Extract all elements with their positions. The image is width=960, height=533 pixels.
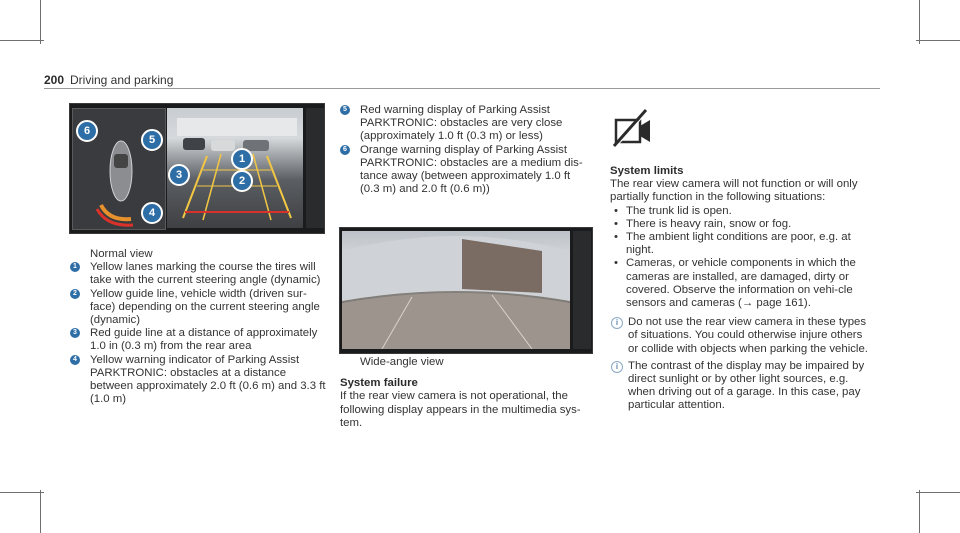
legend-number: 5: [340, 105, 350, 115]
list-item: • There is heavy rain, snow or fog.: [610, 218, 872, 231]
page-number: 200: [44, 73, 65, 87]
system-failure-heading: System failure: [340, 377, 418, 390]
section-title: Driving and parking: [70, 73, 174, 87]
crop-mark: [40, 0, 41, 44]
callout-1: 1: [231, 148, 253, 170]
camera-off-icon: [612, 106, 658, 150]
legend-number: 1: [70, 262, 80, 272]
list-item: • Cameras, or vehicle components in which the cameras are installed, are damaged, dirty or covered. Observe the information on vehi-cle sensors and cameras (→ page 161).: [610, 257, 872, 310]
column-2-top: [340, 104, 590, 196]
crop-mark: [919, 490, 920, 533]
callout-5: 5: [141, 129, 163, 151]
note-text: The contrast of the display may be impaired by direct sunlight or by other light sources, e.g. when driving out of a garage. In this case, pay particular attention.: [628, 359, 865, 412]
crop-mark: [916, 40, 960, 41]
callout-3: 3: [168, 164, 190, 186]
normal-view-image: [69, 103, 325, 234]
legend-item: [70, 288, 328, 328]
crop-mark: [919, 0, 920, 44]
column-2-bottom: [340, 356, 592, 430]
header-rule: [44, 88, 880, 89]
crop-mark: [0, 492, 44, 493]
legend-item: [70, 261, 328, 287]
system-limits-heading: System limits: [610, 165, 684, 177]
list-item: • The trunk lid is open.: [610, 205, 872, 218]
legend-text: Red guide line at a distance of approximately 1.0 in (0.3 m) from the rear area: [90, 327, 318, 353]
camera-view-panel: [342, 231, 570, 349]
list-item: • The ambient light conditions are poor, e.g. at night.: [610, 231, 872, 257]
legend-item: [70, 354, 328, 407]
crop-mark: [916, 492, 960, 493]
note-text: Do not use the rear view camera in these types of situations. You could otherwise injure others or collide with objects when parking the vehicle.: [628, 316, 868, 355]
system-failure-text: If the rear view camera is not operational, the following display appears in the multimedia sys-tem.: [340, 390, 581, 429]
note: [610, 360, 872, 413]
legend-text: Yellow lanes marking the course the tires will take with the current steering angle (dynamic): [90, 261, 321, 287]
legend-item: [340, 144, 590, 197]
legend-number: 2: [70, 289, 80, 299]
callout-2: 2: [231, 170, 253, 192]
legend-number: 3: [70, 328, 80, 338]
column-1: [70, 248, 328, 406]
legend-number: 4: [70, 355, 80, 365]
figure1-caption: Normal view: [90, 248, 153, 260]
note: [610, 316, 872, 356]
legend-text: Yellow warning indicator of Parking Assist PARKTRONIC: obstacles at a distance between approximately 2.0 ft (0.6 m) and 3.3 ft (1.0 m): [90, 353, 326, 406]
crop-mark: [0, 40, 44, 41]
callout-4: 4: [141, 202, 163, 224]
figure2-caption: Wide-angle view: [360, 356, 444, 368]
side-toolbar: [306, 108, 324, 228]
column-3: [610, 165, 872, 413]
info-icon: i: [611, 361, 623, 373]
callout-6: 6: [76, 120, 98, 142]
wide-angle-view-image: [339, 227, 593, 354]
crop-mark: [40, 490, 41, 533]
info-icon: i: [611, 317, 623, 329]
system-limits-intro: The rear view camera will not function or will only partially function in the following situations:: [610, 178, 858, 204]
legend-text: Orange warning display of Parking Assist PARKTRONIC: obstacles are a medium dis-tance away (between approximately 1.0 ft (0.3 m) and 2.0 ft (0.6 m)): [360, 143, 583, 196]
legend-text: Red warning display of Parking Assist PARKTRONIC: obstacles are very close (approximately 1.0 ft (0.3 m) or less): [360, 104, 563, 143]
side-toolbar: [573, 231, 591, 349]
legend-item: [70, 327, 328, 353]
legend-text: Yellow guide line, vehicle width (driven sur-face) depending on the current steering angle (dynamic): [90, 287, 320, 327]
wide-angle-scene: [342, 231, 570, 349]
legend-number: 6: [340, 145, 350, 155]
legend-item: [340, 104, 590, 144]
